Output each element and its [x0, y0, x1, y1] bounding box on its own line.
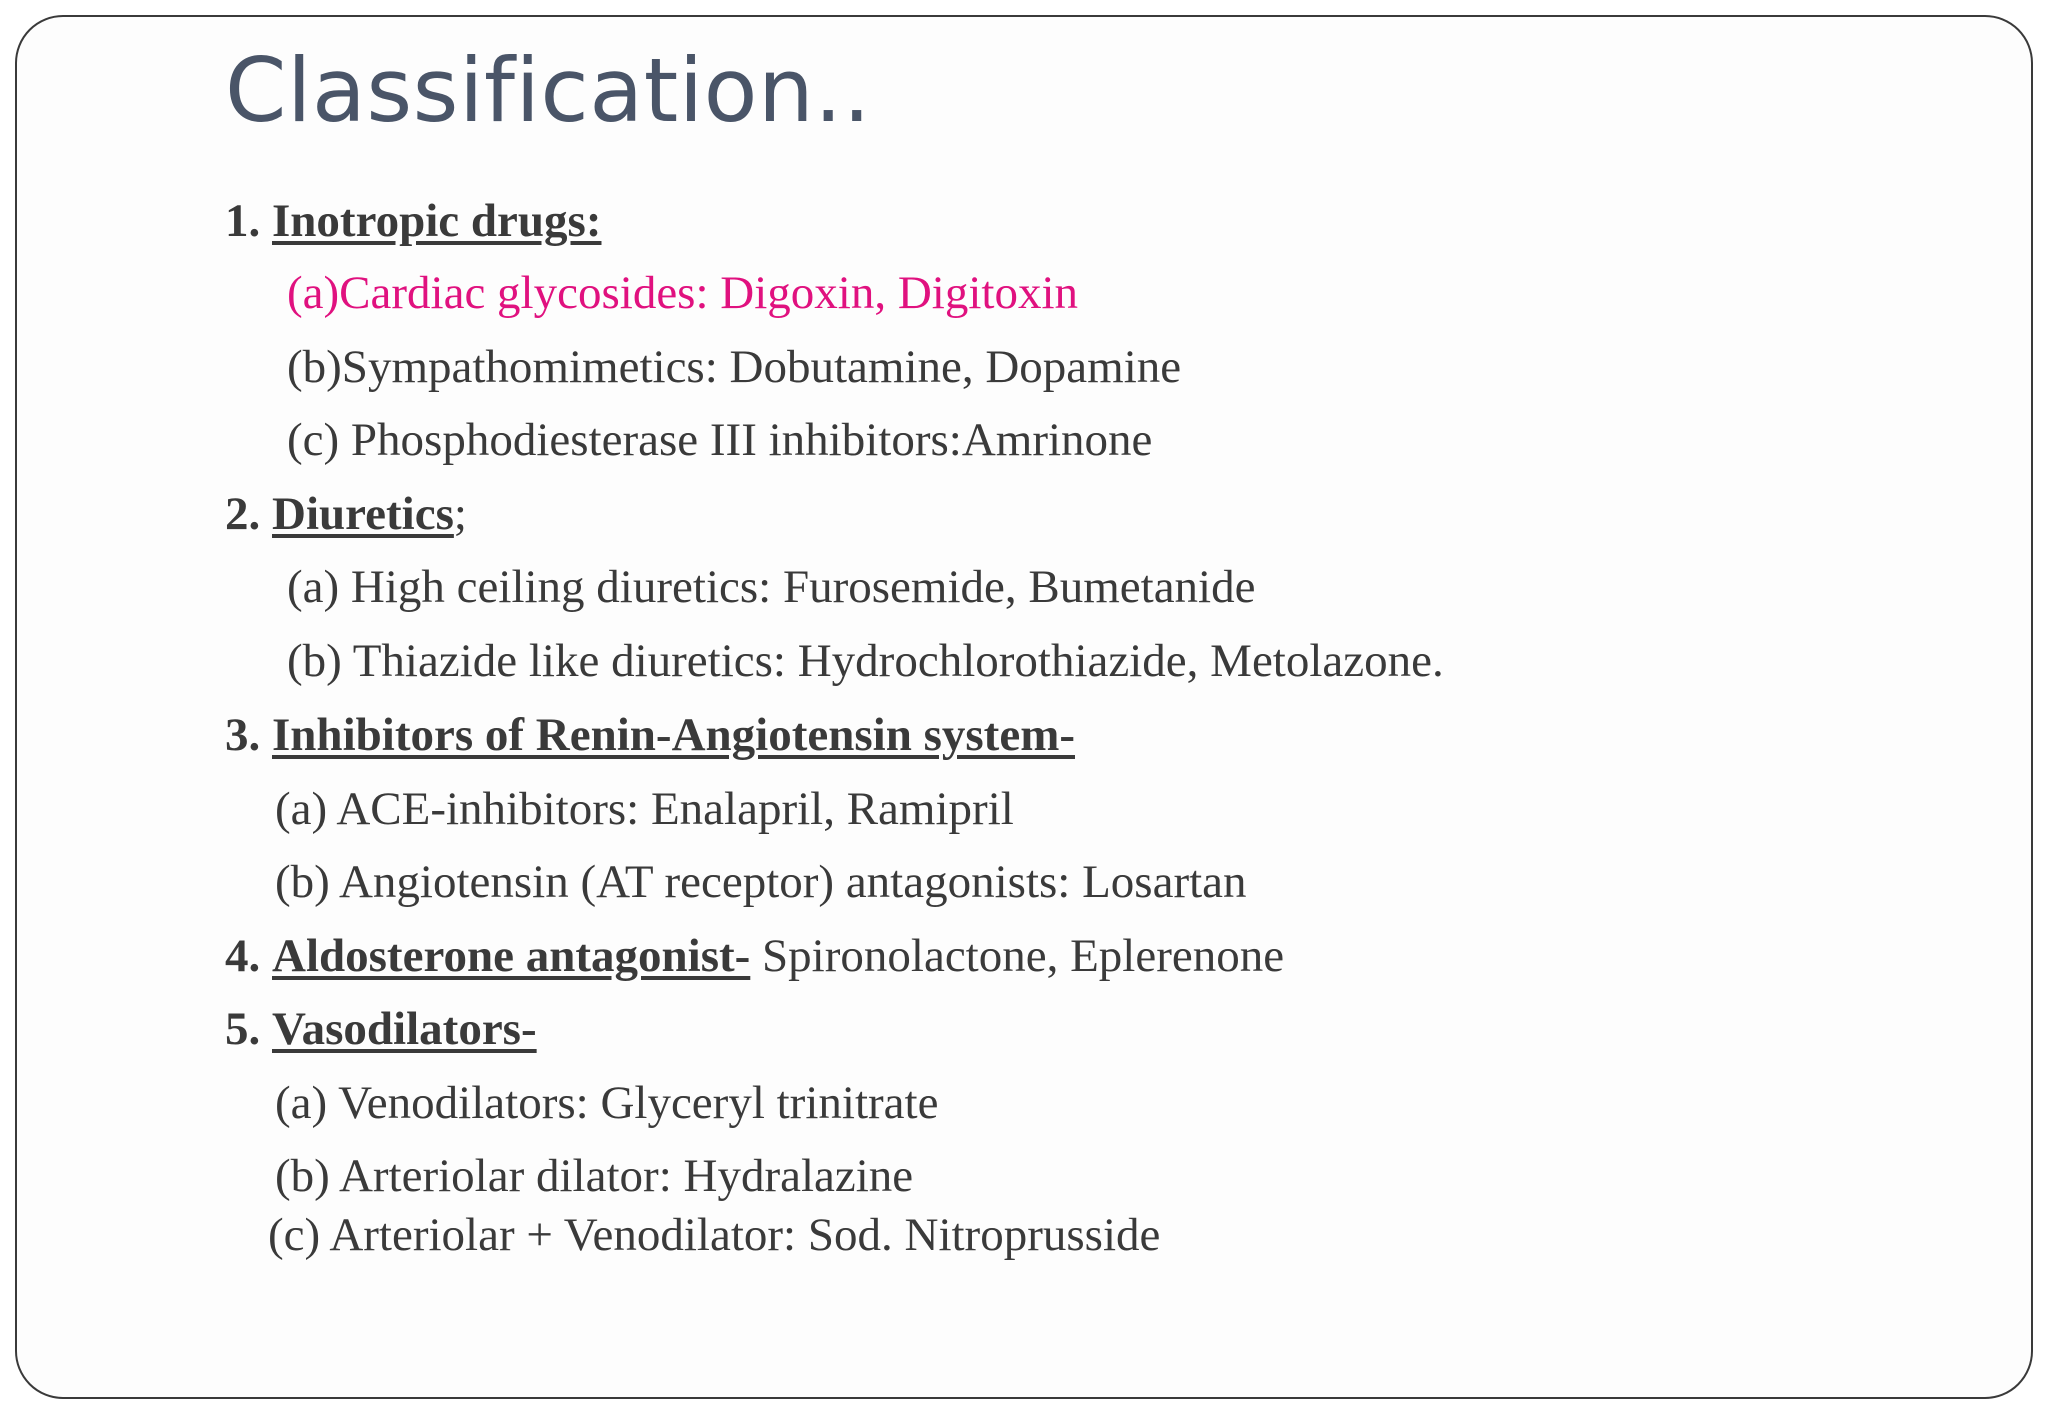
section-1-heading-line [225, 195, 602, 247]
list-item: (a) High ceiling diuretics: Furosemide, Bumetanide [287, 561, 1256, 613]
section-2-heading-line [225, 488, 467, 540]
section-inline-text: Spironolactone, Eplerenone [750, 930, 1285, 982]
section-heading: Inhibitors of Renin-Angiotensin system- [272, 709, 1075, 761]
section-heading: Vasodilators- [272, 1003, 537, 1055]
list-item: (a) Venodilators: Glyceryl trinitrate [275, 1077, 939, 1129]
list-item: (b) Arteriolar dilator: Hydralazine [275, 1150, 914, 1202]
section-number: 2. [225, 488, 261, 540]
section-number: 4. [225, 930, 261, 982]
list-item: (c) Arteriolar + Venodilator: Sod. Nitroprusside [268, 1209, 1161, 1261]
section-4-heading-line [225, 930, 1285, 982]
section-number: 5. [225, 1003, 261, 1055]
section-number: 1. [225, 195, 261, 247]
section-heading: Aldosterone antagonist- [272, 930, 751, 982]
section-3-heading-line [225, 709, 1075, 761]
list-item: (b) Angiotensin (AT receptor) antagonists: Losartan [275, 856, 1247, 908]
heading-separator: ; [453, 488, 467, 540]
slide-title: Classification.. [225, 39, 872, 142]
list-item: (a)Cardiac glycosides: Digoxin, Digitoxin [287, 267, 1079, 319]
section-5-heading-line [225, 1003, 537, 1055]
section-heading: Inotropic drugs: [272, 195, 602, 247]
section-heading: Diuretics [272, 488, 454, 540]
list-item: (b) Thiazide like diuretics: Hydrochlorothiazide, Metolazone. [287, 635, 1444, 687]
list-item: (c) Phosphodiesterase III inhibitors:Amrinone [287, 414, 1153, 466]
list-item: (b)Sympathomimetics: Dobutamine, Dopamine [287, 341, 1182, 393]
list-item: (a) ACE-inhibitors: Enalapril, Ramipril [275, 783, 1014, 835]
section-number: 3. [225, 709, 261, 761]
